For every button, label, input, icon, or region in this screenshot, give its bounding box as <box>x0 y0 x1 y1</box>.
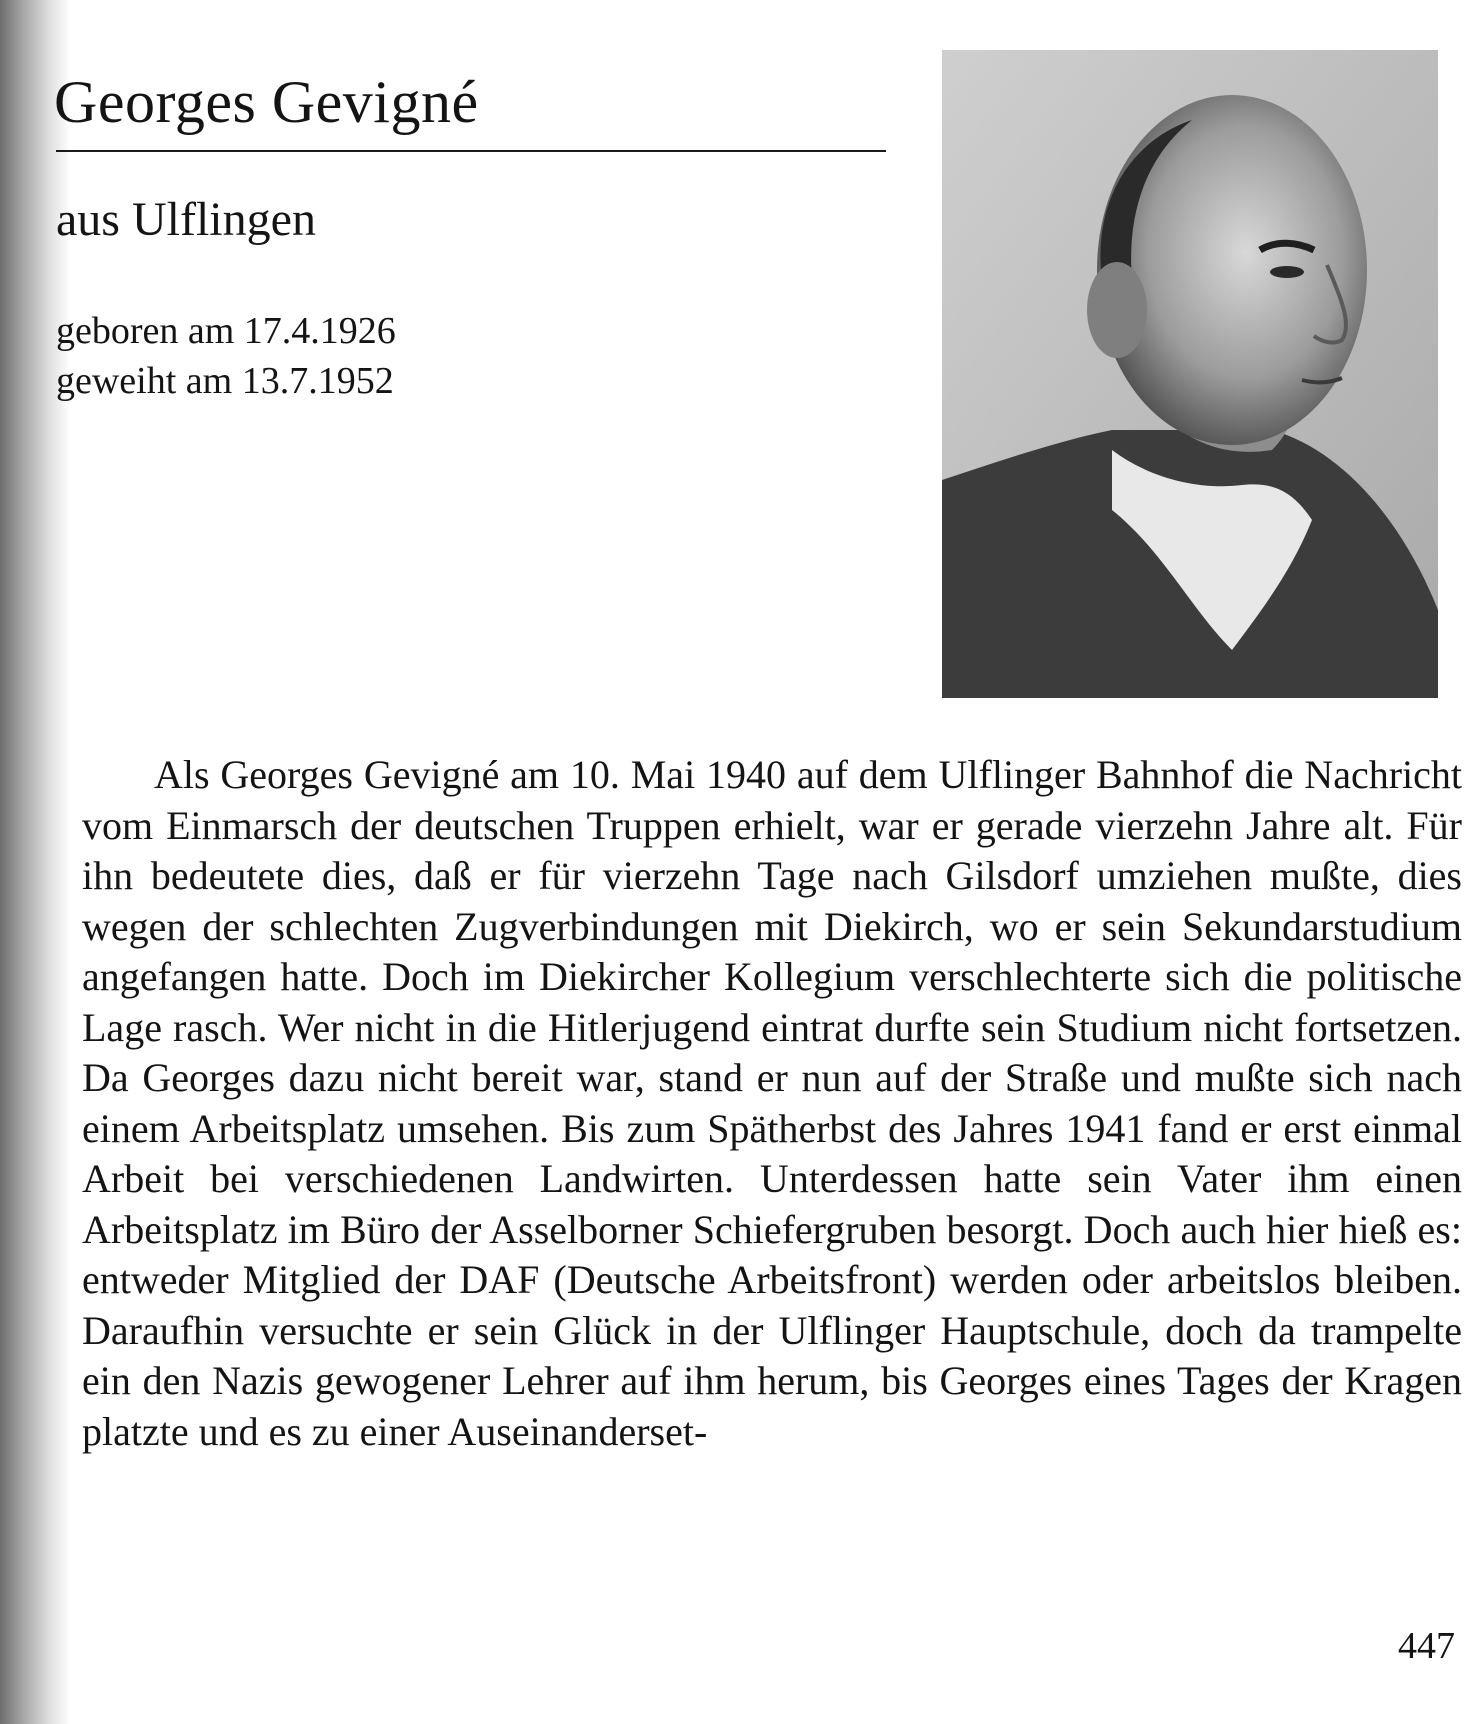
portrait-illustration <box>942 50 1438 698</box>
page-number: 447 <box>1398 1625 1455 1667</box>
title-divider <box>56 150 886 152</box>
page-title: Georges Gevigné <box>54 69 479 135</box>
biography-dates <box>56 306 396 406</box>
ordination-date: geweiht am 13.7.1952 <box>56 360 394 402</box>
biography-paragraph: Als Georges Gevigné am 10. Mai 1940 auf dem Ulflinger Bahnhof die Nachricht vom Einmarsch der deutschen Truppen erhielt, war er gerade vierzehn Jahre alt. Für ihn bedeutete dies, daß er für vierzehn Tage nach Gilsdorf umziehen mußte, dies wegen der schlechten Zugverbindungen mit Diekirch, wo er sein Sekundarstudium angefangen hatte. Doch im Diekircher Kollegium verschlechterte sich die politische Lage rasch. Wer nicht in die Hitlerjugend eintrat durfte sein Studium nicht fortsetzen. Da Georges dazu nicht bereit war, stand er nun auf der Straße und mußte sich nach einem Arbeitsplatz umsehen. Bis zum Spätherbst des Jahres 1941 fand er erst einmal Arbeit bei verschiedenen Landwirten. Unterdessen hatte sein Vater ihm einen Arbeitsplatz im Büro der Asselborner Schiefergruben besorgt. Doch auch hier hieß es: entweder Mitglied der DAF (Deutsche Arbeitsfront) werden oder arbeitslos bleiben. Daraufhin versuchte er sein Glück in der Ulflinger Hauptschule, doch da trampelte ein den Nazis gewogener Lehrer auf ihm herum, bis Georges eines Tages der Kragen platzte und es zu einer Auseinanderset- <box>82 752 1462 1454</box>
birth-date: geboren am 17.4.1926 <box>56 310 396 352</box>
portrait-photo <box>942 50 1438 698</box>
book-gutter-shadow <box>0 0 70 1724</box>
origin-subtitle: aus Ulflingen <box>56 193 316 246</box>
